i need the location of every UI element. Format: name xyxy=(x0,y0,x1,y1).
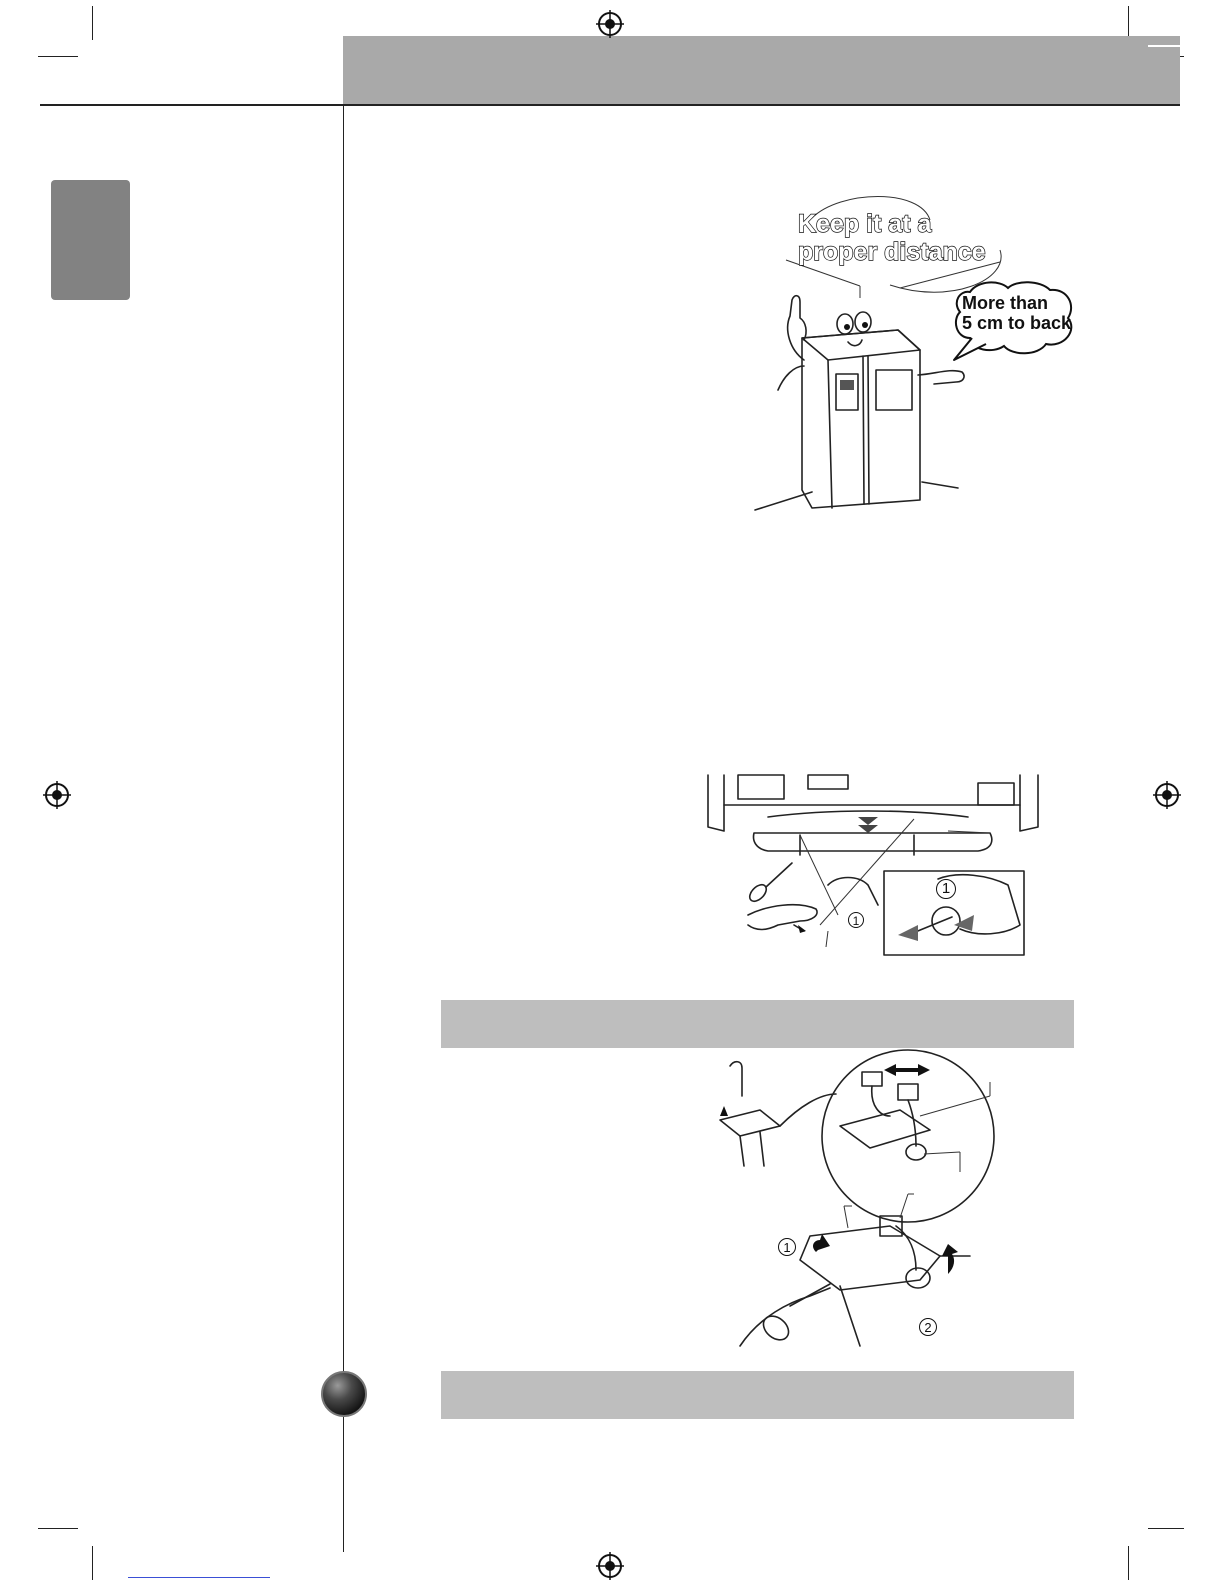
inset-step-label-1: 1 xyxy=(936,879,956,899)
section-bar-1 xyxy=(441,1000,1074,1048)
vertical-divider xyxy=(343,36,344,1552)
section-bar-2 xyxy=(441,1371,1074,1419)
crop-mark-bottom-right-h xyxy=(1148,1528,1184,1529)
registration-mark-icon xyxy=(596,10,624,38)
link-underline xyxy=(128,1577,270,1578)
step-label-2: 2 xyxy=(919,1318,937,1336)
crop-mark-bottom-right-v xyxy=(1128,1546,1129,1580)
registration-mark-icon xyxy=(596,1552,624,1580)
illustration-caption-line-1: Keep it at a xyxy=(798,210,932,238)
illustration-refrigerator-distance xyxy=(750,190,1090,520)
speech-bubble-line-2: 5 cm to back xyxy=(962,313,1072,333)
illustration-hinge-connector xyxy=(720,1056,1020,1346)
illustration-lower-cover xyxy=(708,775,1038,965)
top-rule xyxy=(40,104,1180,106)
crop-mark-top-left-v xyxy=(92,6,93,40)
registration-mark-icon xyxy=(43,781,71,809)
step-label-1: 1 xyxy=(848,912,864,928)
header-bar xyxy=(343,36,1180,104)
side-tab xyxy=(51,180,130,300)
speech-bubble-line-1: More than xyxy=(962,293,1049,313)
lower-cover-drawing xyxy=(708,775,1038,965)
registration-mark-icon xyxy=(1153,781,1181,809)
crop-mark-bottom-left-h xyxy=(38,1528,78,1529)
crop-mark-top-left-h xyxy=(38,56,78,57)
page-number-dot-icon xyxy=(321,1371,367,1417)
crop-mark-top-right-v xyxy=(1128,6,1129,40)
crop-mark-bottom-left-v xyxy=(92,1546,93,1580)
hinge-connector-drawing xyxy=(720,1056,1020,1346)
header-bar-highlight xyxy=(1148,45,1180,47)
illustration-caption-line-2: proper distance xyxy=(798,238,986,266)
step-label-1: 1 xyxy=(778,1238,796,1256)
